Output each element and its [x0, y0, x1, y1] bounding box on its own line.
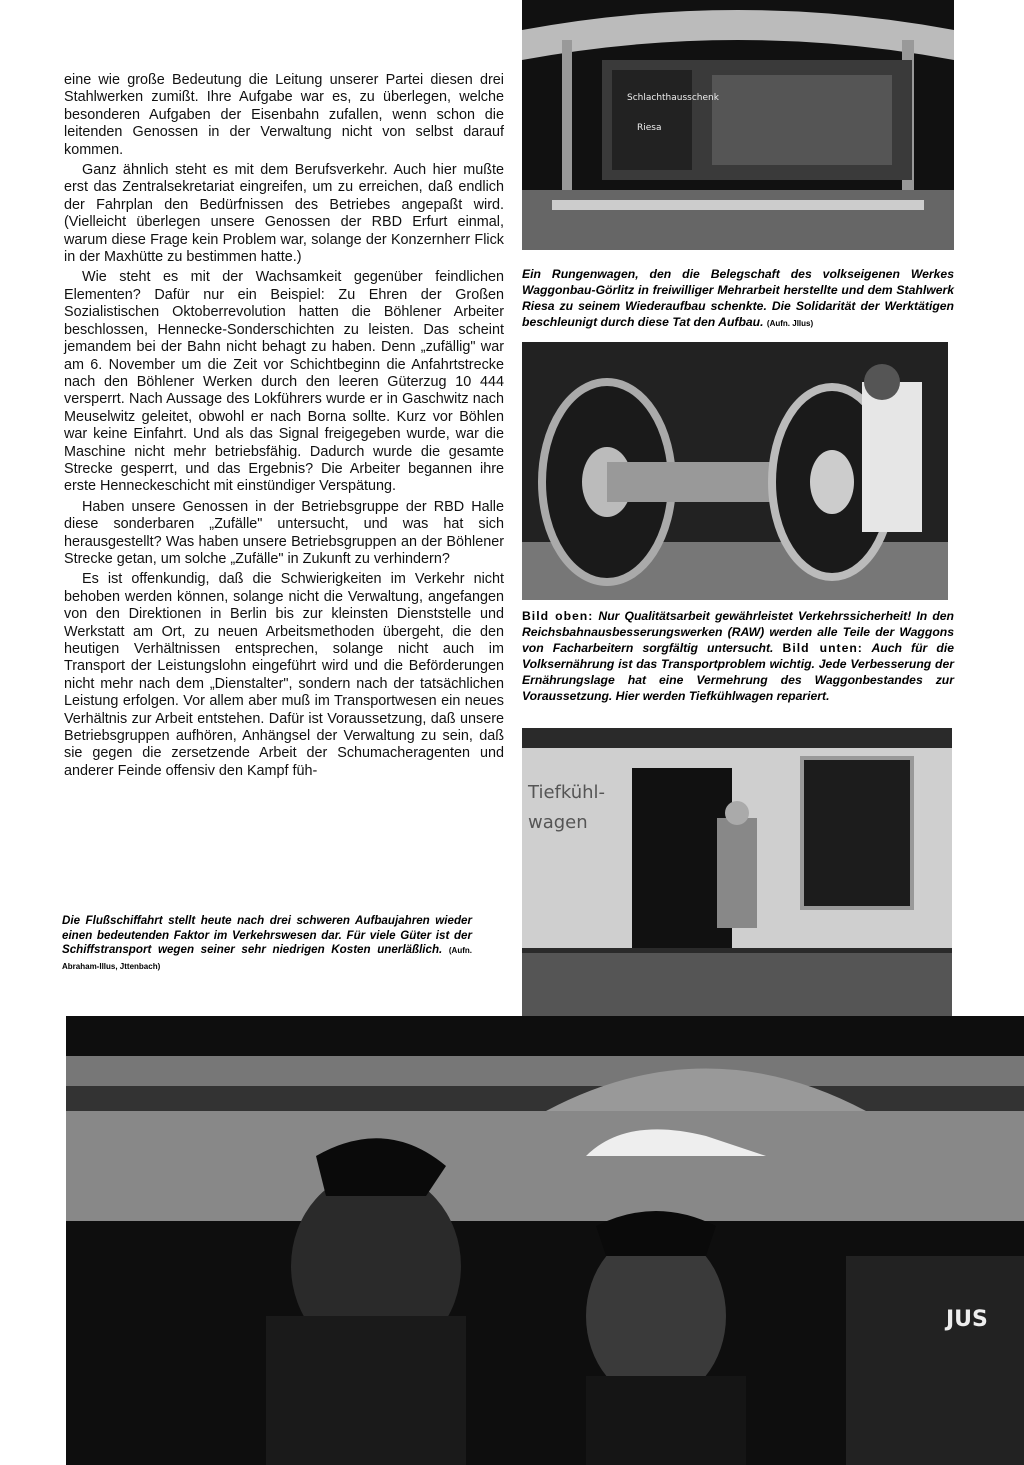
photo-credit: (Aufn. Jllus) — [766, 319, 814, 328]
article-paragraph: Wie steht es mit der Wachsamkeit gegenüber feindlichen Elementen? Dafür nur ein Beispiel: Zu Ehren der Großen Sozialistischen Oktoberrevolution hatten die Böhlener Arbeiter beschlossen, Hennecke-Sonderschichten zu leisten. Das scheint jemandem bei der Bahn nicht behagt zu haben. Denn „zufällig" war am 6. November um die Zeit vor Schichtbeginn die Anfahrtstrecke nach den Böhlener Werken durch den leeren Güterzug 10 444 versperrt. Nach Aussage des Lokführers wurde er in Gaschwitz nach Meuselwitz geleitet, obwohl er nach Borna sollte. Kurz vor Böhlen war keine Einfahrt. Und als das Signal freigegeben wurde, war die Maschine nicht mehr betriebsfähig. Dadurch wurde die gesamte Strecke gesperrt, und das Ergebnis? Die Arbeiter begannen ihre erste Henneckeschicht mit einstündiger Verspätung. — [64, 269, 504, 495]
boat-lettering: JUS — [946, 1307, 988, 1332]
photo-tiefkuehlwagen — [522, 728, 952, 1028]
photo-rungenwagen — [522, 0, 954, 250]
caption-raw: Bild oben: Nur Qualitätsarbeit gewährleistet Verkehrssicherheit! In den Reichsbahnausbesserungswerken (RAW) werden alle Teile der Waggons von Facharbeitern sorgfältig untersucht. Bild unten: Auch für die Volksernährung ist das Transportproblem wichtig. Jede Verbesserung der Ernährungslage hat eine Vermehrung des Waggonbestandes zur Voraussetzung. Hier werden Tiefkühlwagen repariert. — [522, 609, 954, 703]
caption-rungenwagen: Ein Rungenwagen, den die Belegschaft des volkseigenen Werkes Waggonbau-Görlitz in freiwilliger Mehrarbeit herstellte und dem Stahlwerk Riesa zu seinem Wiederaufbau schenkte. Die Solidarität der Werktätigen beschleunigt durch diese Tat den Aufbau. (Aufn. Jllus) — [522, 267, 954, 329]
caption-flussschiffahrt: Die Flußschiffahrt stellt heute nach drei schweren Aufbaujahren wieder einen bedeutenden Faktor im Verkehrswesen dar. Für viele Güter ist der Schiffstransport wegen seiner sehr niedrigen Kosten unerläßlich. (Aufn. Abraham-Illus, Jttenbach) — [62, 914, 472, 974]
caption-label-bottom: Bild unten: — [782, 641, 863, 655]
article-paragraph: eine wie große Bedeutung die Leitung unserer Partei diesen drei Stahlwerken zumißt. Ihre Aufgabe war es, zu überlegen, welche besonderen Aufgaben der Eisenbahn zufallen, wenn schon die leitenden Genossen in der Verwaltung nicht von selbst darauf kommen. — [64, 72, 504, 158]
photo-credit: (Aufn. Abraham-Illus, Jttenbach) — [62, 946, 472, 971]
article-paragraph: Haben unsere Genossen in der Betriebsgruppe der RBD Halle diese sonderbaren „Zufälle" untersucht, und was hat sich herausgestellt? Was haben unsere Betriebsgruppen an der Böhlener Strecke getan, um solche „Zufälle" in Zukunft zu verhindern? — [64, 498, 504, 567]
article-paragraph: Es ist offenkundig, daß die Schwierigkeiten im Verkehr nicht behoben werden können, solange nicht die Verwaltung, angefangen von den Direktionen in Berlin bis zur kleinsten Dienststelle und Werkstatt am Ort, zu neuen Arbeitsmethoden übergeht, die den heutigen Verhältnissen entsprechen, solange nicht auch im Transport der Leistungslohn eingeführt wird und die Beförderungen nicht mehr nach dem „Dienstalter", sondern nach der tatsächlichen Leistung erfolgen. Vor allem aber muß im Transportwesen ein neues Verhältnis zur Arbeit entstehen. Dafür ist Voraussetzung, daß unsere Betriebsgruppen aufhören, Anhängsel der Verwaltung zu sein, daß sie gegen die zersetzende Arbeit der Schumacheragenten und anderer Feinde offensiv den Kampf füh- — [64, 571, 504, 779]
wagon-lettering-2: wagen — [528, 812, 588, 833]
wagon-lettering-1: Tiefkühl- — [528, 782, 606, 803]
photo-flussschiffahrt — [66, 1016, 1024, 1465]
banner-text-1: Schlachthausschenk — [627, 93, 719, 103]
article-paragraph: Ganz ähnlich steht es mit dem Berufsverkehr. Auch hier mußte erst das Zentralsekretariat eingreifen, um zu erreichen, daß endlich der Fahrplan den Bedürfnissen des Betriebes angepaßt wird. (Vielleicht überlegen unsere Genossen der RBD Erfurt einmal, warum diese Frage kein Problem war, solange der Konzernherr Flick in der Maxhütte zu bestimmen hatte.) — [64, 162, 504, 266]
banner-text-2: Riesa — [637, 123, 662, 133]
photo-raw-wheelset — [522, 342, 948, 600]
article-body — [64, 72, 504, 783]
caption-label-top: Bild oben: — [522, 609, 594, 623]
